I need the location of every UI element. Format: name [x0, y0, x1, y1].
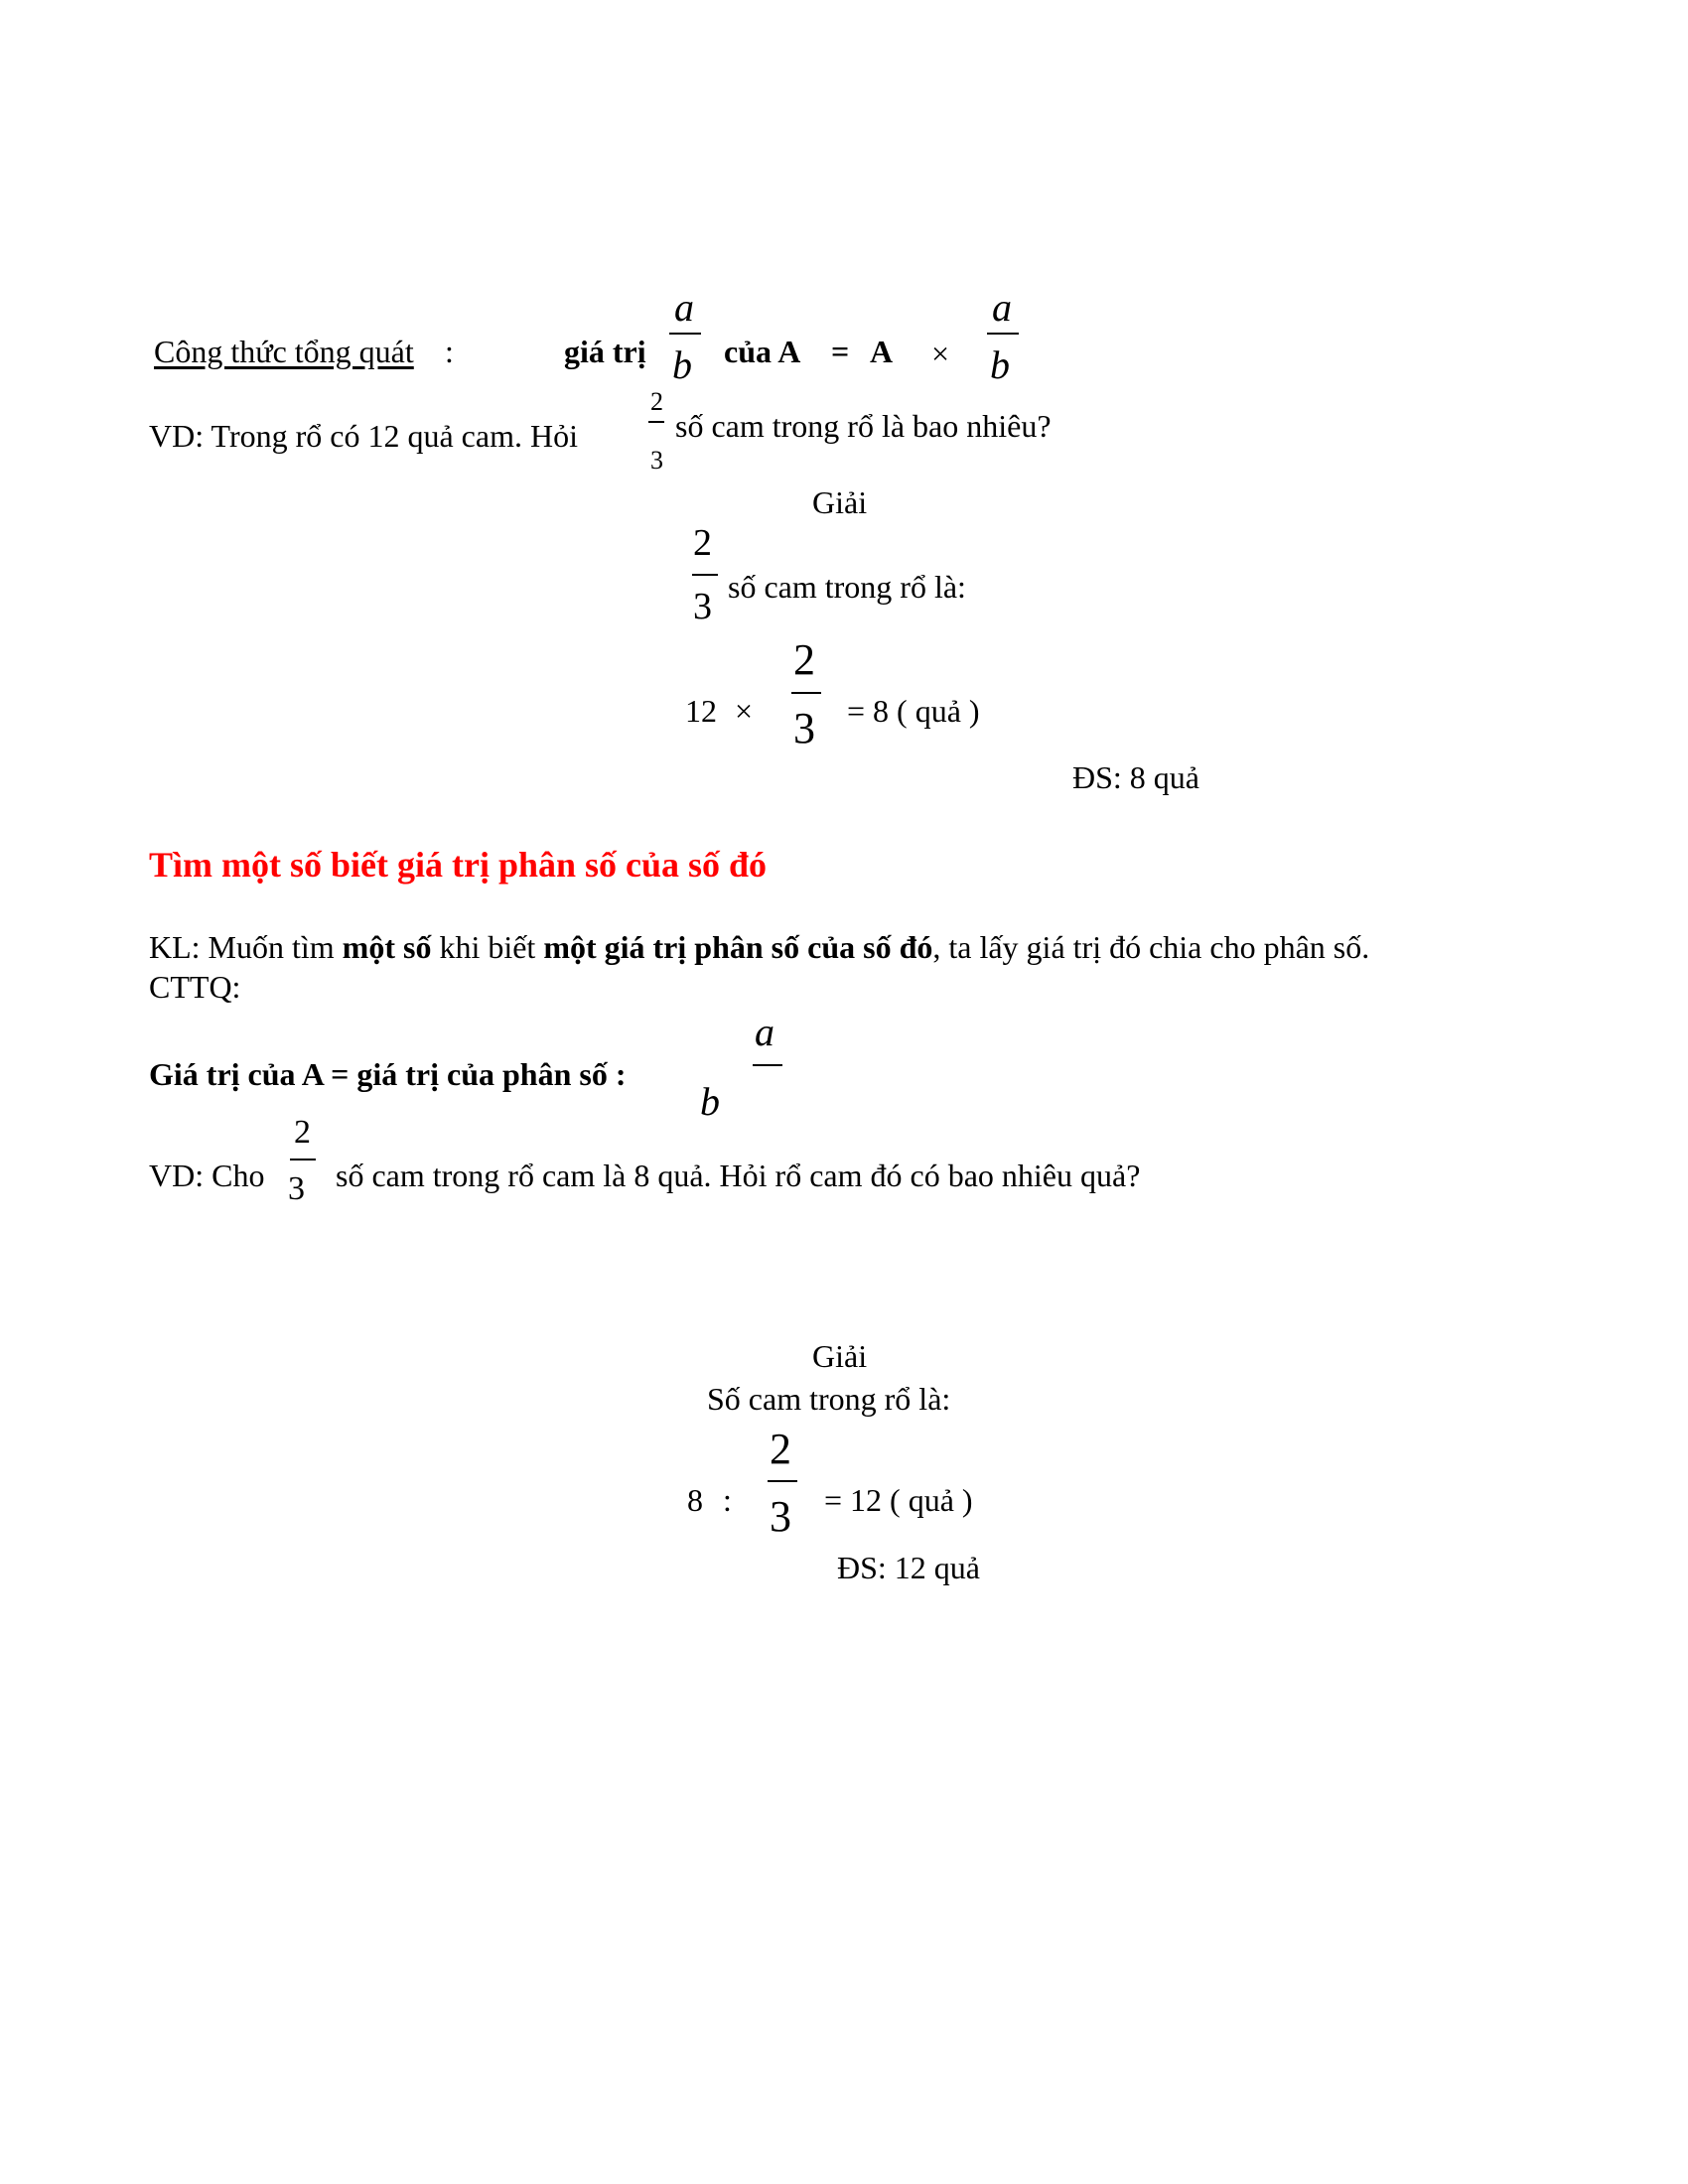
example1-calc-frac-den: 3: [793, 704, 815, 752]
example1-sol-frac-num: 2: [693, 522, 712, 564]
example1-sol-text: số cam trong rổ là:: [728, 569, 966, 605]
example2-calc-frac-bar: [768, 1480, 797, 1482]
example1-calc-frac-bar: [791, 692, 821, 694]
example1-sol-frac-den: 3: [693, 586, 712, 627]
formula-frac2-num: a: [992, 285, 1012, 330]
formula-frac-den: b: [672, 342, 692, 387]
formula-label: Công thức tổng quát: [154, 334, 414, 369]
example1-question-rest: số cam trong rổ là bao nhiêu?: [675, 408, 1052, 444]
section2-formula-num: a: [755, 1010, 774, 1054]
example2-question-rest: số cam trong rổ cam là 8 quả. Hỏi rổ cam đó có bao nhiêu quả?: [336, 1158, 1141, 1193]
example2-frac-num: 2: [294, 1114, 311, 1151]
example2-calc-left: 8: [687, 1482, 703, 1518]
section2-conclusion: [149, 931, 1369, 963]
section2-cttq: CTTQ:: [149, 969, 241, 1005]
section2-formula-den: b: [700, 1079, 720, 1124]
example2-calc-result: = 12 ( quả ): [824, 1482, 973, 1518]
example1-answer: ĐS: 8 quả: [1072, 759, 1199, 795]
example2-sol-text: Số cam trong rổ là:: [707, 1381, 951, 1417]
example2-answer: ĐS: 12 quả: [837, 1550, 980, 1585]
formula-cua-a: của A: [724, 334, 801, 369]
example2-cho: VD: Cho: [149, 1158, 265, 1193]
conclusion-text-2: khi biết: [431, 929, 544, 965]
formula-A: A: [870, 334, 894, 369]
section2-formula-bar: [753, 1064, 782, 1066]
example1-frac-num: 2: [650, 387, 663, 416]
conclusion-bold-2: một giá trị phân số của số đó: [543, 929, 933, 965]
example1-calc-left: 12: [685, 693, 717, 729]
example1-calc-result: = 8 ( quả ): [847, 693, 980, 729]
example2-calc-frac-den: 3: [770, 1492, 791, 1541]
formula-frac-num: a: [674, 285, 694, 330]
conclusion-text-1: KL: Muốn tìm: [149, 929, 343, 965]
formula-equals: =: [831, 334, 850, 369]
example1-giai: Giải: [812, 484, 868, 520]
example2-calc-frac-num: 2: [770, 1425, 791, 1473]
section2-formula: Giá trị của A = giá trị của phân số :: [149, 1056, 627, 1092]
example2-frac-den: 3: [288, 1170, 305, 1207]
example1-sol-frac-bar: [692, 574, 718, 576]
example1-calc-times: ×: [735, 693, 754, 729]
example1-calc-frac-num: 2: [793, 635, 815, 684]
example2-calc-div: :: [723, 1482, 732, 1518]
conclusion-text-3: , ta lấy giá trị đó chia cho phân số.: [932, 929, 1370, 965]
formula-times: ×: [931, 336, 950, 371]
formula-frac2-bar: [987, 333, 1019, 335]
formula-label-colon: :: [445, 334, 454, 369]
section2-heading: Tìm một số biết giá trị phân số của số đó: [149, 845, 768, 885]
formula-frac2-den: b: [990, 342, 1010, 387]
formula-frac-bar: [669, 333, 701, 335]
conclusion-bold-1: một số: [342, 929, 432, 965]
example2-frac-bar: [290, 1159, 316, 1160]
example2-giai: Giải: [812, 1338, 868, 1374]
example1-frac-den: 3: [650, 446, 663, 475]
example1-frac-bar: [648, 421, 664, 423]
formula-gia-tri: giá trị: [564, 334, 646, 369]
example1-question: VD: Trong rổ có 12 quả cam. Hỏi: [149, 418, 578, 454]
